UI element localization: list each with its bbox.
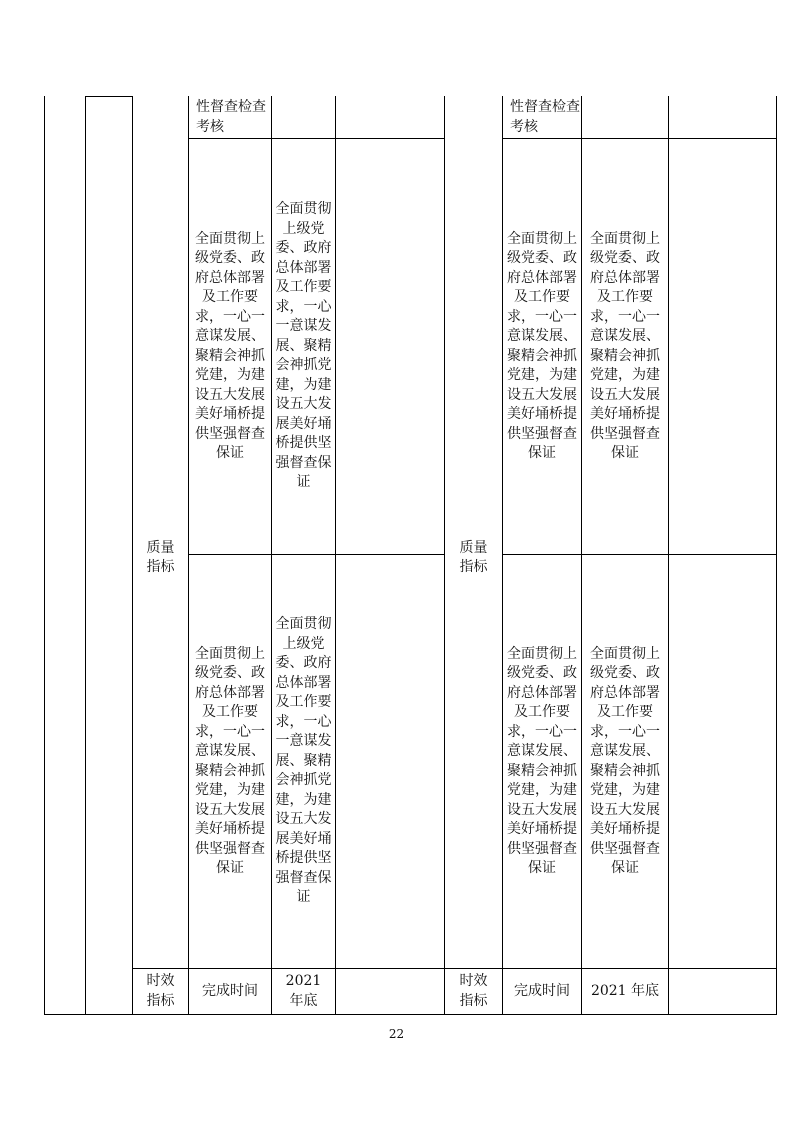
left-quality-target-2: 全面贯彻上级党委、政府总体部署及工作要求，一心一意谋发展、聚精会神抓党建，为建设五大发展美好埇桥提供坚强督查保证 bbox=[275, 616, 332, 906]
left-indicator-text: 性督查检查考核 bbox=[196, 99, 266, 135]
right-indicator-cell bbox=[510, 98, 580, 138]
left-quality-category: 质量指标 bbox=[146, 539, 175, 575]
right-quality-category: 质量指标 bbox=[459, 539, 488, 575]
left-timeliness-target: 2021年底 bbox=[285, 973, 322, 1009]
left-quality-target-1: 全面贯彻上级党委、政府总体部署及工作要求，一心一意谋发展、聚精会神抓党建，为建设五大发展美好埇桥提供坚强督查保证 bbox=[275, 201, 332, 491]
right-quality-target-1: 全面贯彻上级党委、政府总体部署及工作要求，一心一意谋发展、聚精会神抓党建，为建设五大发展美好埇桥提供坚强督查保证 bbox=[590, 230, 660, 461]
right-indicator-text: 性督查检查考核 bbox=[510, 99, 580, 135]
left-indicator-cell bbox=[196, 98, 268, 138]
right-quality-target-2: 全面贯彻上级党委、政府总体部署及工作要求，一心一意谋发展、聚精会神抓党建，为建设五大发展美好埇桥提供坚强督查保证 bbox=[590, 645, 660, 876]
page-number: 22 bbox=[388, 1027, 405, 1041]
right-timeliness-indicator: 完成时间 bbox=[514, 982, 570, 999]
right-quality-content-2: 全面贯彻上级党委、政府总体部署及工作要求，一心一意谋发展、聚精会神抓党建，为建设五大发展美好埇桥提供坚强督查保证 bbox=[507, 645, 577, 876]
right-timeliness-category: 时效指标 bbox=[459, 973, 488, 1009]
left-timeliness-indicator: 完成时间 bbox=[202, 982, 258, 999]
right-quality-content-1: 全面贯彻上级党委、政府总体部署及工作要求，一心一意谋发展、聚精会神抓党建，为建设五大发展美好埇桥提供坚强督查保证 bbox=[507, 230, 577, 461]
left-timeliness-category: 时效指标 bbox=[146, 973, 175, 1009]
left-quality-content-2: 全面贯彻上级党委、政府总体部署及工作要求，一心一意谋发展、聚精会神抓党建，为建设五大发展美好埇桥提供坚强督查保证 bbox=[195, 645, 265, 876]
right-timeliness-target: 2021 年底 bbox=[590, 982, 660, 999]
left-quality-content-1: 全面贯彻上级党委、政府总体部署及工作要求，一心一意谋发展、聚精会神抓党建，为建设五大发展美好埇桥提供坚强督查保证 bbox=[195, 230, 265, 461]
